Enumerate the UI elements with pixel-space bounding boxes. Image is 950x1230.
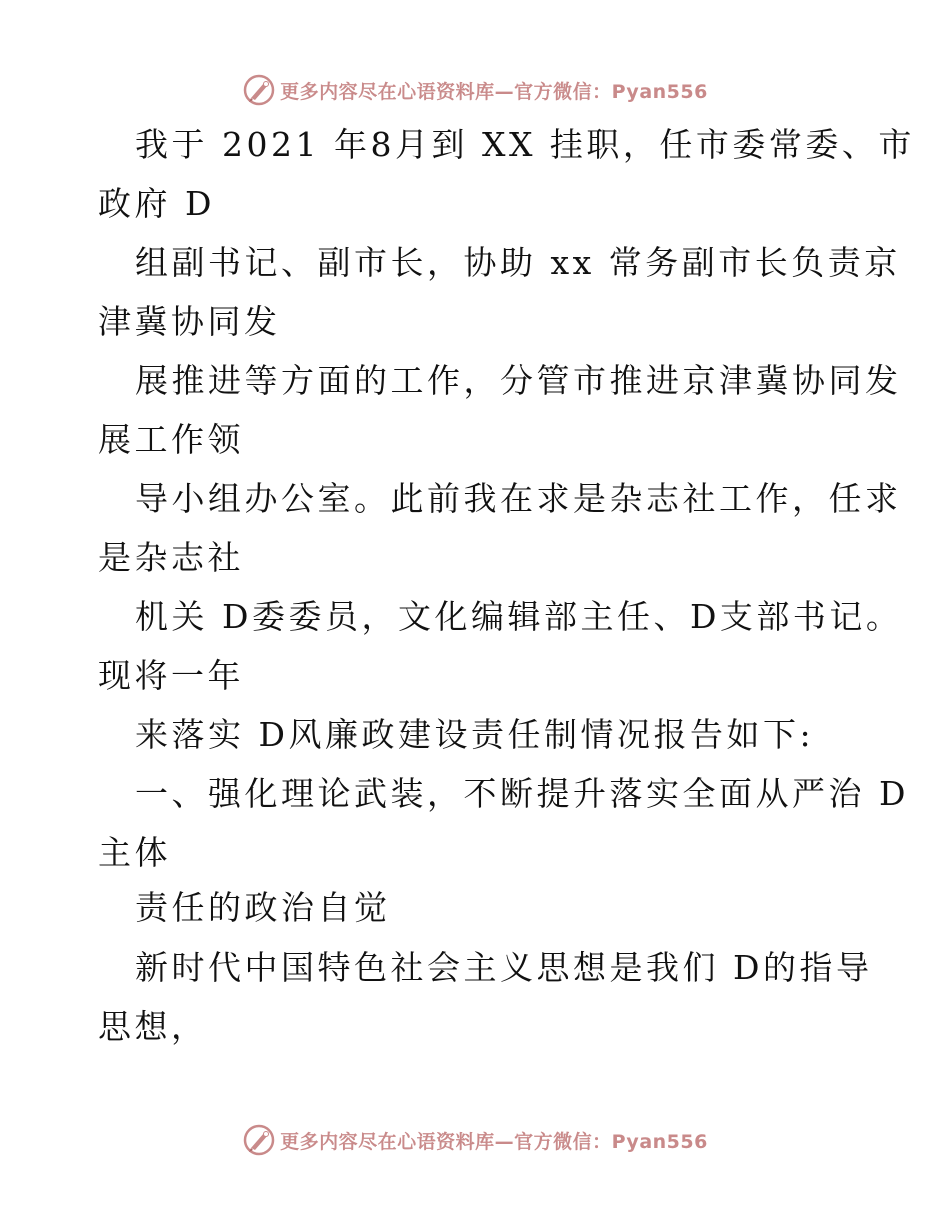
body-line: 我于 2021 年8月到 XX 挂职，任市委常委、市 bbox=[135, 125, 915, 164]
body-line: 政府 D bbox=[98, 184, 215, 223]
body-line: 现将一年 bbox=[98, 656, 244, 695]
body-line: 是杂志社 bbox=[98, 538, 244, 577]
body-line: 一、强化理论武装，不断提升落实全面从严治 D bbox=[135, 774, 909, 813]
body-line: 来落实 D风廉政建设责任制情况报告如下: bbox=[135, 715, 815, 754]
body-line: 机关 D委委员，文化编辑部主任、D支部书记。 bbox=[135, 597, 903, 636]
body-line: 导小组办公室。此前我在求是杂志社工作，任求 bbox=[135, 479, 902, 518]
body-line: 思想， bbox=[98, 1007, 208, 1046]
body-line: 组副书记、副市长，协助 xx 常务副市长负责京 bbox=[135, 243, 901, 282]
header-banner bbox=[0, 68, 950, 112]
footer-banner-text: 更多内容尽在心语资料库—官方微信：Pyan556 bbox=[280, 1130, 708, 1153]
body-line: 责任的政治自觉 bbox=[135, 888, 391, 927]
quill-pen-logo-icon bbox=[242, 1123, 276, 1157]
body-line: 主体 bbox=[98, 833, 171, 872]
body-line: 新时代中国特色社会主义思想是我们 D的指导 bbox=[135, 948, 873, 987]
quill-pen-logo-icon bbox=[242, 73, 276, 107]
footer-banner bbox=[0, 1118, 950, 1162]
header-banner-text: 更多内容尽在心语资料库—官方微信：Pyan556 bbox=[280, 80, 708, 103]
body-line: 展推进等方面的工作，分管市推进京津冀协同发 bbox=[135, 361, 902, 400]
body-line: 展工作领 bbox=[98, 420, 244, 459]
body-line: 津冀协同发 bbox=[98, 302, 281, 341]
